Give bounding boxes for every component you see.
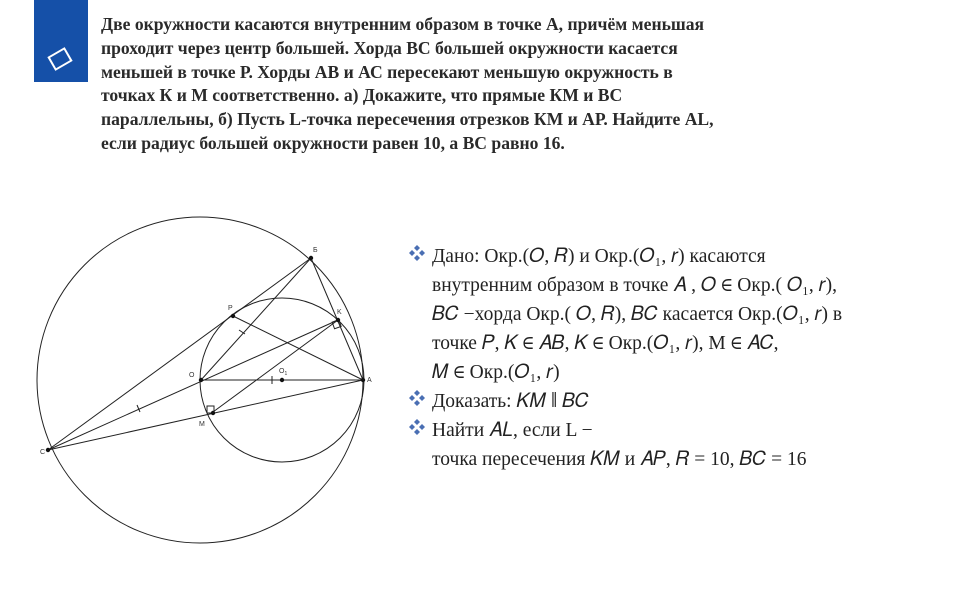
problem-line: точках К и М соответственно. а) Докажите, что прямые КМ и ВС <box>101 85 623 106</box>
given-item <box>408 242 948 271</box>
find-line-row <box>408 445 948 474</box>
point-o1 <box>280 378 284 382</box>
label-b: Б <box>313 247 318 254</box>
given-line-row <box>408 300 948 329</box>
label-k: K <box>337 309 342 316</box>
label-o1: $O_1$ <box>279 368 288 377</box>
find-item <box>408 416 948 445</box>
four-diamond-bullet-icon <box>408 244 426 262</box>
label-m: M <box>199 421 205 428</box>
segment-mk <box>213 320 338 412</box>
corner-badge <box>34 0 88 82</box>
given-line: 𝑀 ∈ Окр.(𝑂₁, 𝑟) <box>432 362 560 383</box>
segment-ob <box>201 258 311 380</box>
geometry-diagram <box>0 210 400 600</box>
find-line: точка пересечения 𝐾𝑀 и 𝐴𝑃, 𝑅 = 10, 𝐵𝐶 = 16 <box>432 449 807 470</box>
problem-line: меньшей в точке Р. Хорды АВ и АС пересекают меньшую окружность в <box>101 61 673 82</box>
given-line: 𝐵𝐶 −хорда Окр.( 𝑂, 𝑅), 𝐵𝐶 касается Окр.(𝑂₁, 𝑟) в <box>432 304 843 325</box>
given-line-row <box>408 329 948 358</box>
geometry-figure <box>0 210 400 600</box>
prove-item <box>408 387 948 416</box>
label-p: P <box>228 305 233 312</box>
find-line: Найти 𝐴𝐿, если L − <box>432 420 593 441</box>
problem-line: если радиус большей окружности равен 10, а ВС равно 16. <box>101 132 565 153</box>
point-p <box>231 314 235 318</box>
given-line: внутренним образом в точке 𝐴 , 𝑂 ∈ Окр.( 𝑂₁, 𝑟), <box>432 275 838 296</box>
label-o: O <box>189 372 195 379</box>
point-b <box>309 256 313 260</box>
solution-bullets <box>408 242 948 474</box>
diamond-outline-icon <box>34 0 88 82</box>
prove-line: Доказать: 𝐾𝑀 ∥ 𝐵𝐶 <box>432 391 589 412</box>
four-diamond-bullet-icon <box>408 418 426 436</box>
point-c <box>46 448 50 452</box>
point-o <box>199 378 203 382</box>
point-a <box>361 378 365 382</box>
problem-statement <box>101 13 859 156</box>
point-m <box>211 411 215 415</box>
given-line: точке 𝑃, 𝐾 ∈ 𝐴𝐵, 𝐾 ∈ Окр.(𝑂₁, 𝑟), М ∈ 𝐴𝐶, <box>432 333 779 354</box>
four-diamond-bullet-icon <box>408 389 426 407</box>
problem-line: Две окружности касаются внутренним образом в точке А, причём меньшая <box>101 14 705 34</box>
segment-ck <box>48 320 338 450</box>
label-c: C <box>40 449 46 456</box>
given-line-row <box>408 271 948 300</box>
given-line-row <box>408 358 948 387</box>
label-a: A <box>367 377 372 384</box>
problem-line: параллельны, б) Пусть L-точка пересечения отрезков КМ и АР. Найдите AL, <box>101 109 714 130</box>
given-line: Дано: Окр.(𝑂, 𝑅) и Окр.(𝑂₁, 𝑟) касаются <box>432 246 766 267</box>
problem-line: проходит через центр большей. Хорда ВС большей окружности касается <box>101 37 678 58</box>
point-k <box>336 318 340 322</box>
